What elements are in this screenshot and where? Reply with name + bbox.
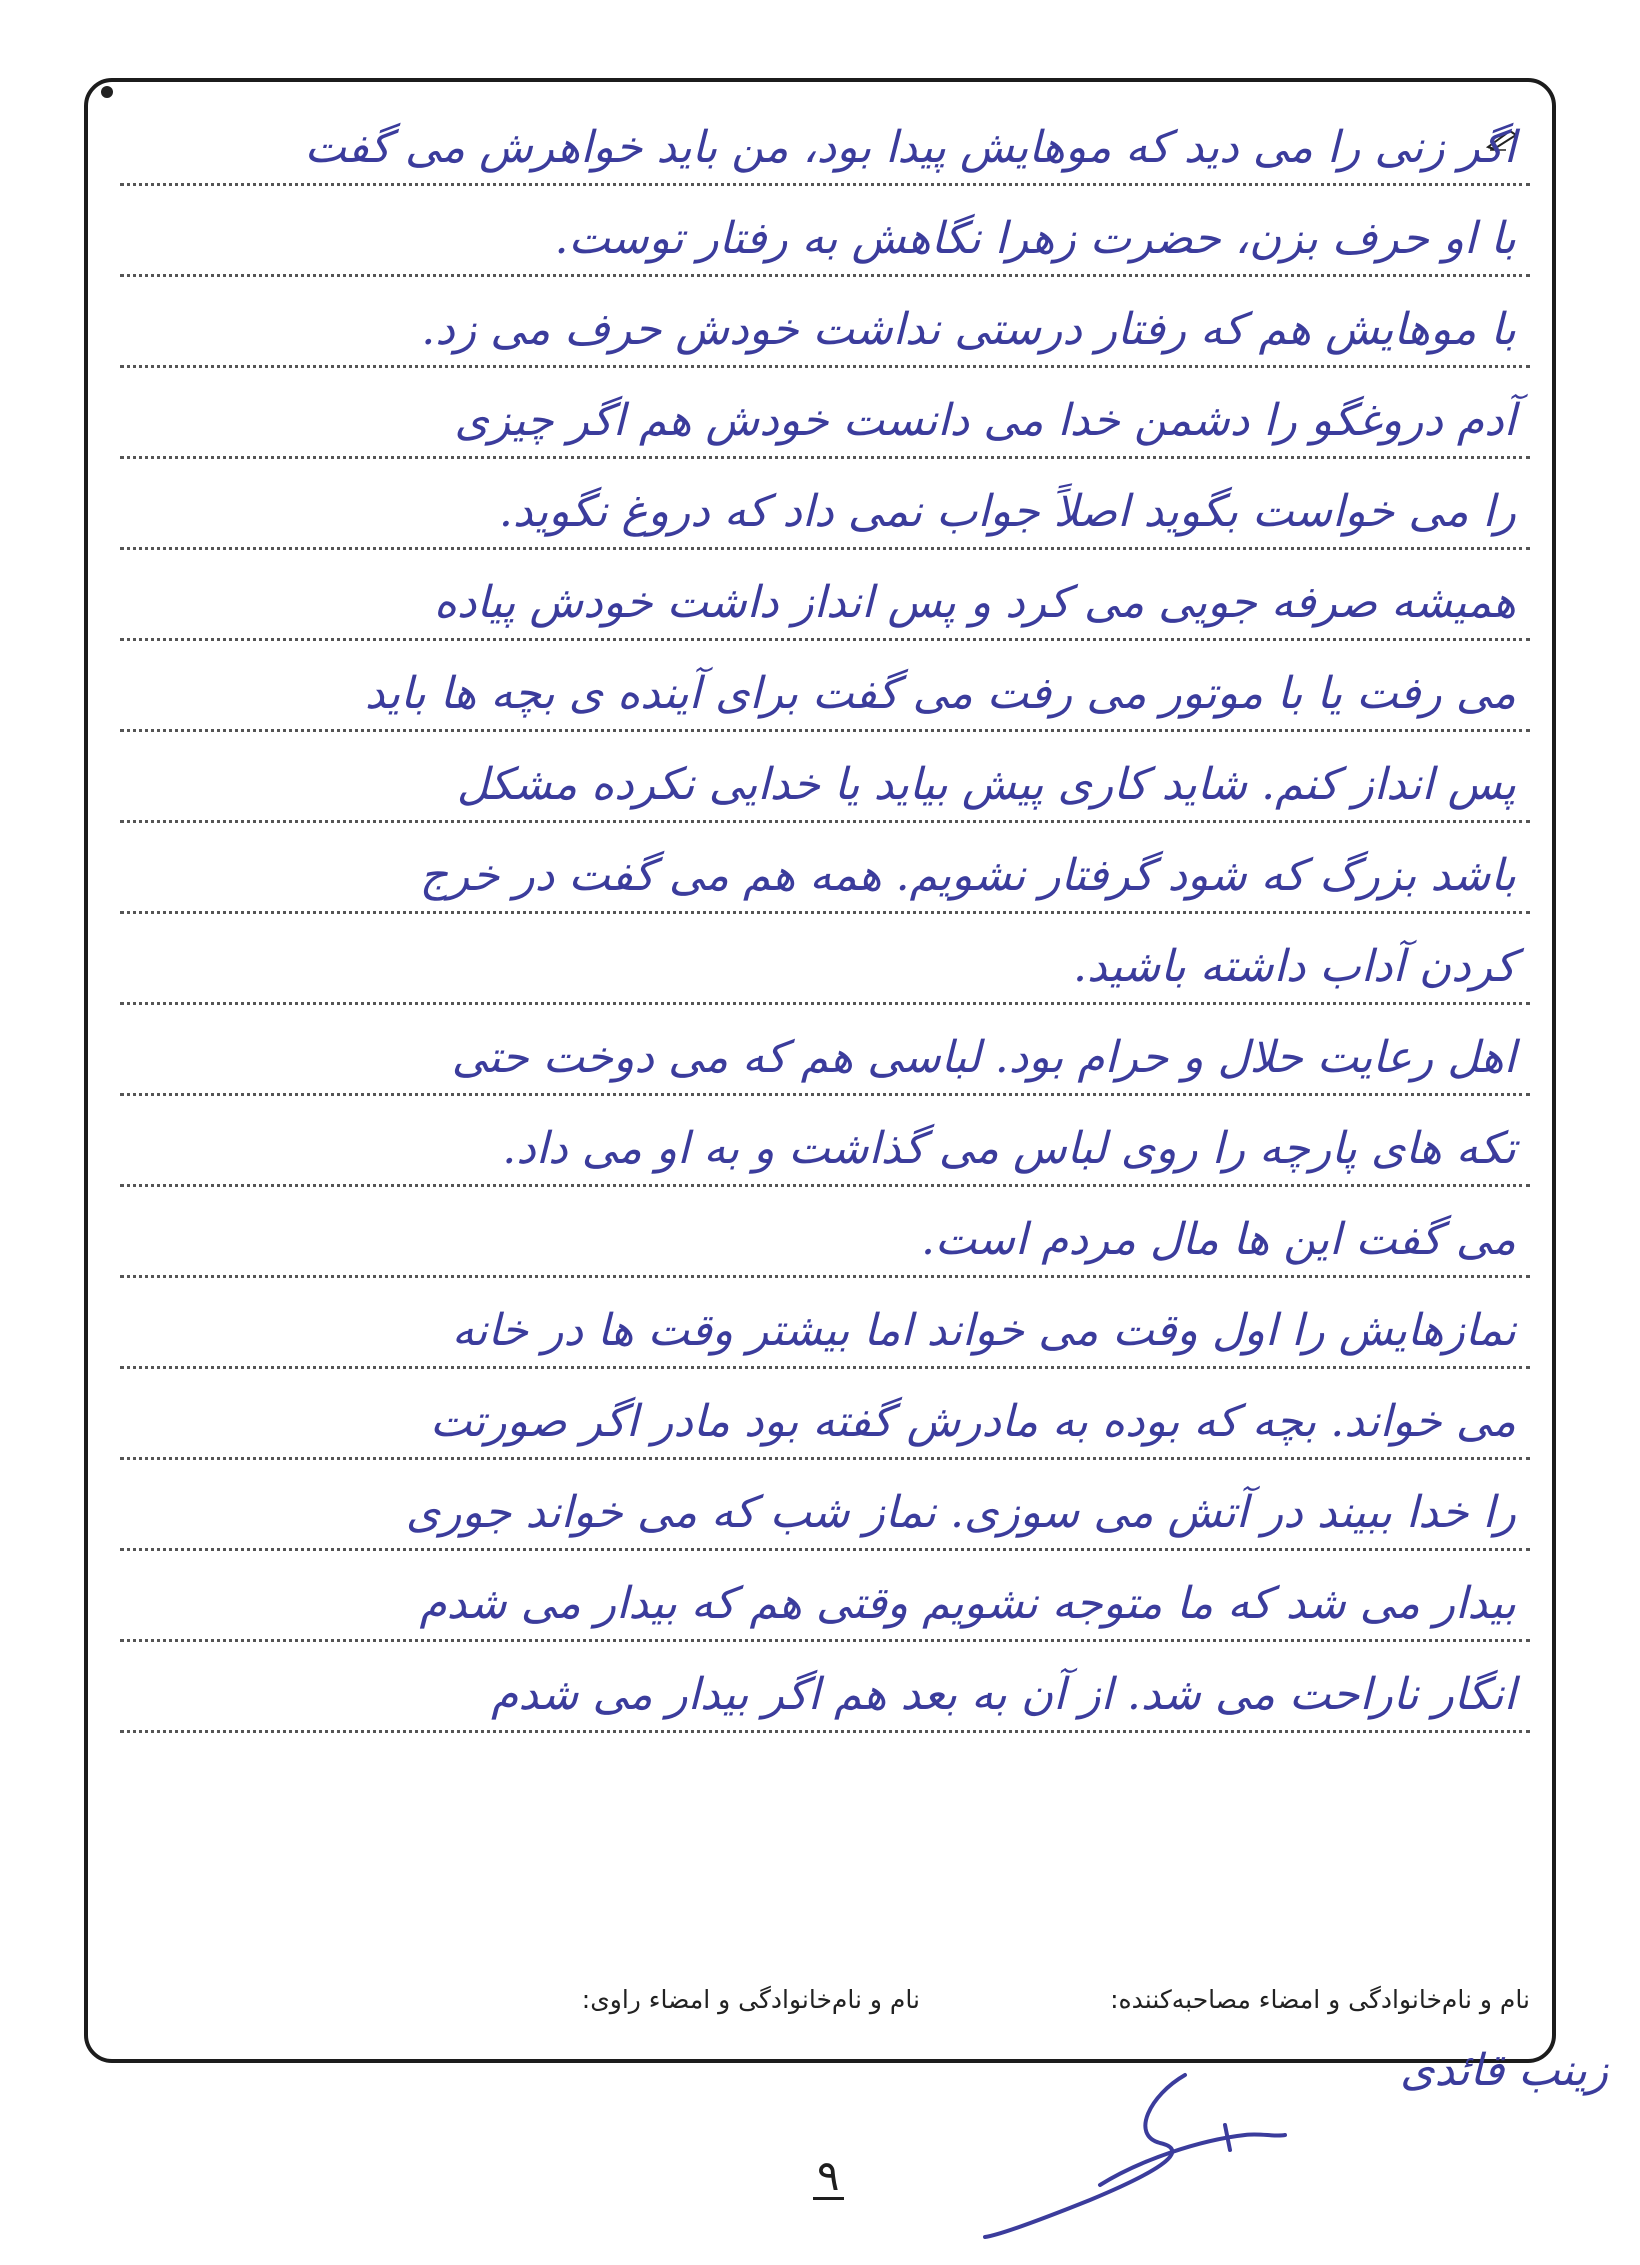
handwritten-line-text: تکه های پارچه را روی لباس می گذاشت و به او می داد. [502,1123,1516,1174]
ruled-line [120,459,1530,550]
handwritten-line-text: می رفت یا با موتور می رفت می گفت برای آینده ی بچه ها باید [364,668,1516,719]
handwritten-line-text: پس انداز کنم. شاید کاری پیش بیاید یا خدایی نکرده مشکل [456,759,1516,810]
ruled-line [120,1551,1530,1642]
handwritten-line-text: بیدار می شد که ما متوجه نشویم وقتی هم که بیدار می شدم [419,1578,1516,1629]
handwritten-text-block [120,95,1530,1733]
handwritten-line-text: می خواند. بچه که بوده به مادرش گفته بود مادر اگر صورتت [429,1396,1516,1447]
ruled-line [120,1096,1530,1187]
handwritten-line-text: اگر زنی را می دید که موهایش پیدا بود، من باید خواهرش می گفت [304,122,1516,173]
ruled-line [120,641,1530,732]
handwritten-line-text: را می خواست بگوید اصلاً جواب نمی داد که دروغ نگوید. [498,486,1516,537]
handwritten-line-text: انگار ناراحت می شد. از آن به بعد هم اگر بیدار می شدم [491,1669,1516,1720]
hole-punch-mark [101,86,113,98]
signature-footer [110,1975,1530,2035]
interviewer-signature-label: نام و نام‌خانوادگی و امضاء مصاحبه‌کننده: [1110,1985,1530,2014]
page-number: ۹ [813,2155,844,2200]
ruled-line [120,1005,1530,1096]
ruled-line [120,550,1530,641]
ruled-line [120,823,1530,914]
ruled-line [120,914,1530,1005]
handwritten-line-text: آدم دروغگو را دشمن خدا می دانست خودش هم اگر چیزی [454,395,1516,446]
ruled-line [120,1187,1530,1278]
handwritten-line-text: می گفت این ها مال مردم است. [920,1214,1516,1265]
handwritten-line-text: با موهایش هم که رفتار درستی نداشت خودش حرف می زد. [421,304,1516,355]
handwritten-line-text: را خدا ببیند در آتش می سوزی. نماز شب که می خواند جوری [405,1487,1516,1538]
ruled-line [120,1460,1530,1551]
handwritten-line-text: کردن آداب داشته باشید. [1073,941,1516,992]
ruled-line [120,95,1530,186]
ruled-line [120,1369,1530,1460]
handwritten-line-text: اهل رعایت حلال و حرام بود. لباسی هم که می دوخت حتی [451,1032,1516,1083]
ruled-line [120,368,1530,459]
handwritten-line-text: باشد بزرگ که شود گرفتار نشویم. همه هم می گفت در خرج [419,850,1516,901]
narrator-signature-label: نام و نام‌خانوادگی و امضاء راوی: [581,1985,920,2014]
ruled-line [120,1278,1530,1369]
signature-scribble [980,2065,1300,2240]
ruled-line [120,732,1530,823]
handwritten-line-text: نمازهایش را اول وقت می خواند اما بیشتر وقت ها در خانه [451,1305,1516,1356]
ruled-line [120,277,1530,368]
handwritten-line-text: همیشه صرفه جویی می کرد و پس انداز داشت خودش پیاده [433,577,1516,628]
narrator-handwritten-name: زینب قائدی [1400,2045,1609,2096]
ruled-line [120,1642,1530,1733]
ruled-line [120,186,1530,277]
handwritten-line-text: با او حرف بزن، حضرت زهرا نگاهش به رفتار توست. [554,213,1516,264]
